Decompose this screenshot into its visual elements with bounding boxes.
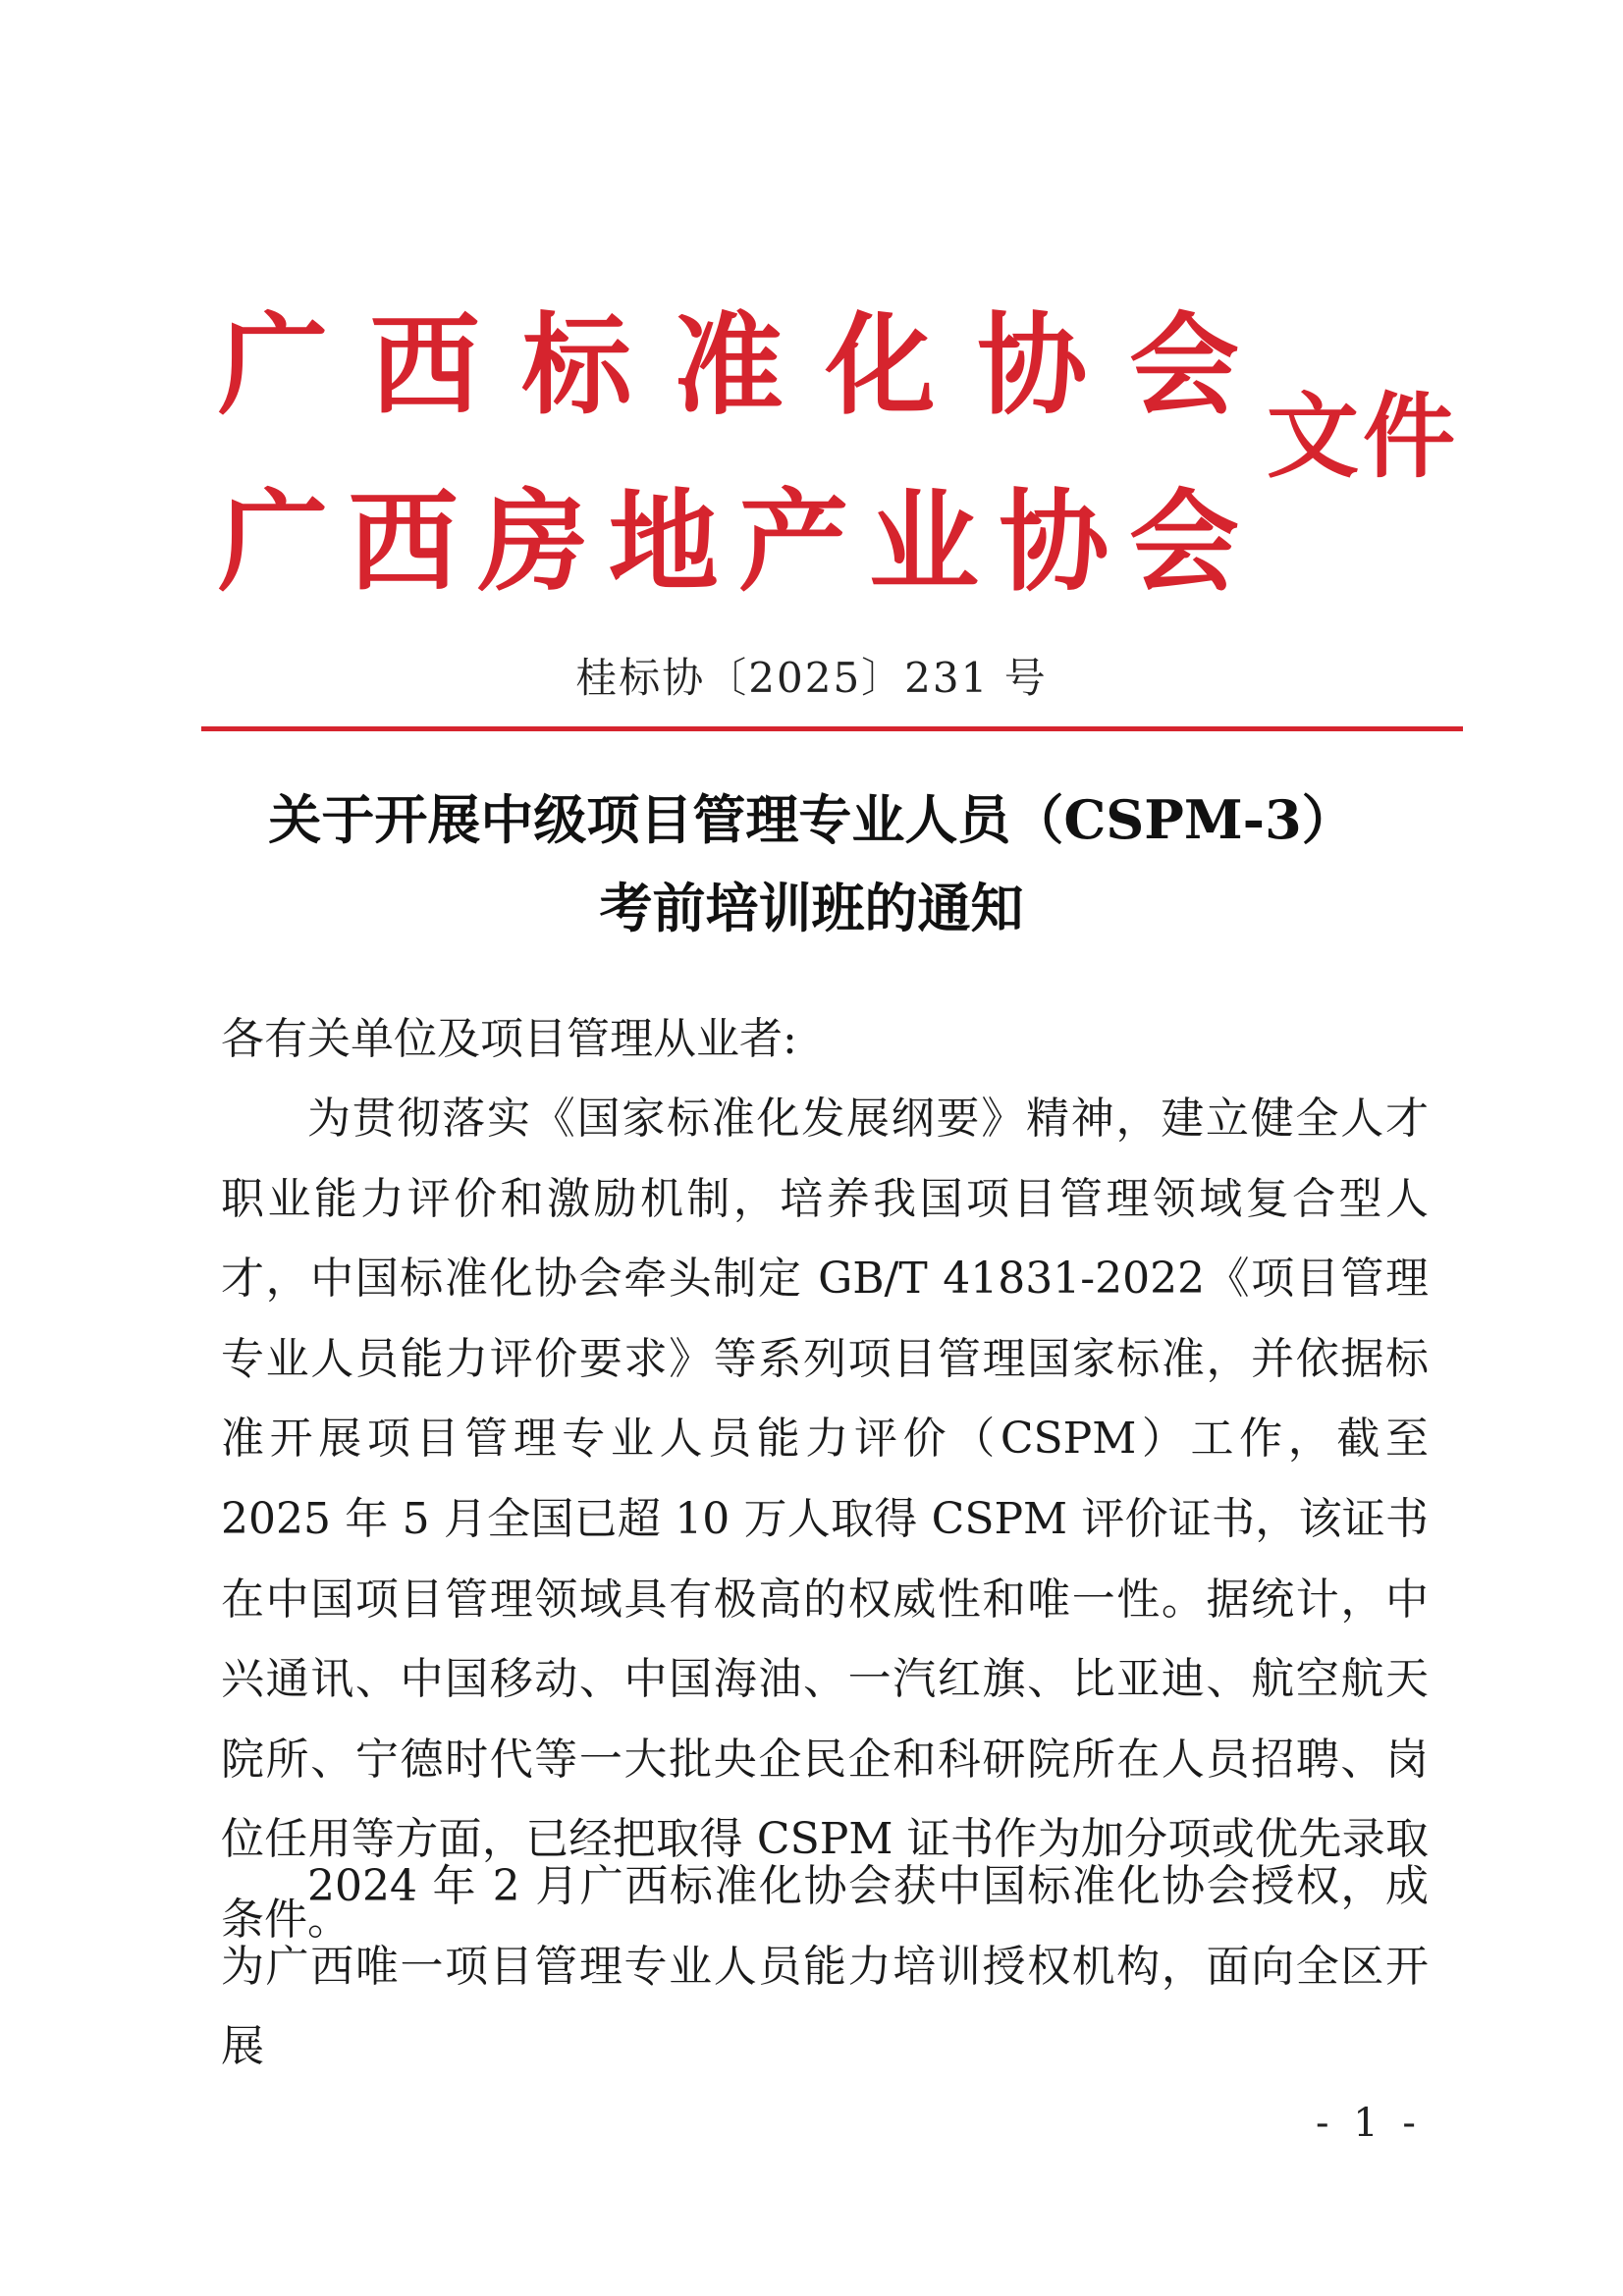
issuing-org-2	[218, 469, 1239, 616]
org2-char: 广	[218, 478, 328, 607]
org1-char: 会	[1128, 301, 1239, 430]
org1-char: 广	[218, 301, 328, 430]
org2-char: 协	[999, 478, 1109, 607]
org2-char: 会	[1128, 478, 1239, 607]
salutation: 各有关单位及项目管理从业者:	[221, 1014, 797, 1064]
org1-char: 标	[521, 301, 632, 430]
document-number: 桂标协〔2025〕231 号	[575, 654, 1048, 702]
org1-char: 化	[825, 301, 936, 430]
org2-char: 西	[348, 478, 459, 607]
org2-char: 产	[738, 478, 849, 607]
org1-char: 西	[369, 301, 480, 430]
body-paragraph-1: 为贯彻落实《国家标准化发展纲要》精神，建立健全人才职业能力评价和激励机制，培养我国项目管理领域复合型人才，中国标准化协会牵头制定 GB/T 41831-2022《项目管理专业人员能力评价要求》等系列项目管理国家标准，并依据标准开展项目管理专业人员能力评价（CSPM）工作，截至 2025 年 5 月全国已超 10 万人取得 CSPM 评价证书，该证书在中国项目管理领域具有极高的权威性和唯一性。据统计，中兴通讯、中国移动、中国海油、一汽红旗、比亚迪、航空航天院所、宁德时代等一大批央企民企和科研院所在人员招聘、岗位任用等方面，已经把取得 CSPM 证书作为加分项或优先录取条件。	[221, 1094, 1429, 1945]
document-type-label: 文件	[1267, 383, 1460, 491]
issuing-org-1	[218, 293, 1239, 440]
org2-char: 业	[868, 478, 979, 607]
org1-char: 准	[673, 301, 784, 430]
org1-char: 协	[977, 301, 1088, 430]
notice-title-line-2: 考前培训班的通知	[599, 877, 1024, 939]
body-paragraph-2: 2024 年 2 月广西标准化协会获中国标准化协会授权，成为广西唯一项目管理专业人员能力培训授权机构，面向全区开展	[221, 1861, 1429, 2072]
org2-char: 地	[608, 478, 719, 607]
org2-char: 房	[478, 478, 589, 607]
page-number: - 1 -	[1316, 2101, 1422, 2146]
red-divider	[201, 726, 1463, 731]
notice-title-line-1: 关于开展中级项目管理专业人员（CSPM-3）	[268, 788, 1355, 851]
